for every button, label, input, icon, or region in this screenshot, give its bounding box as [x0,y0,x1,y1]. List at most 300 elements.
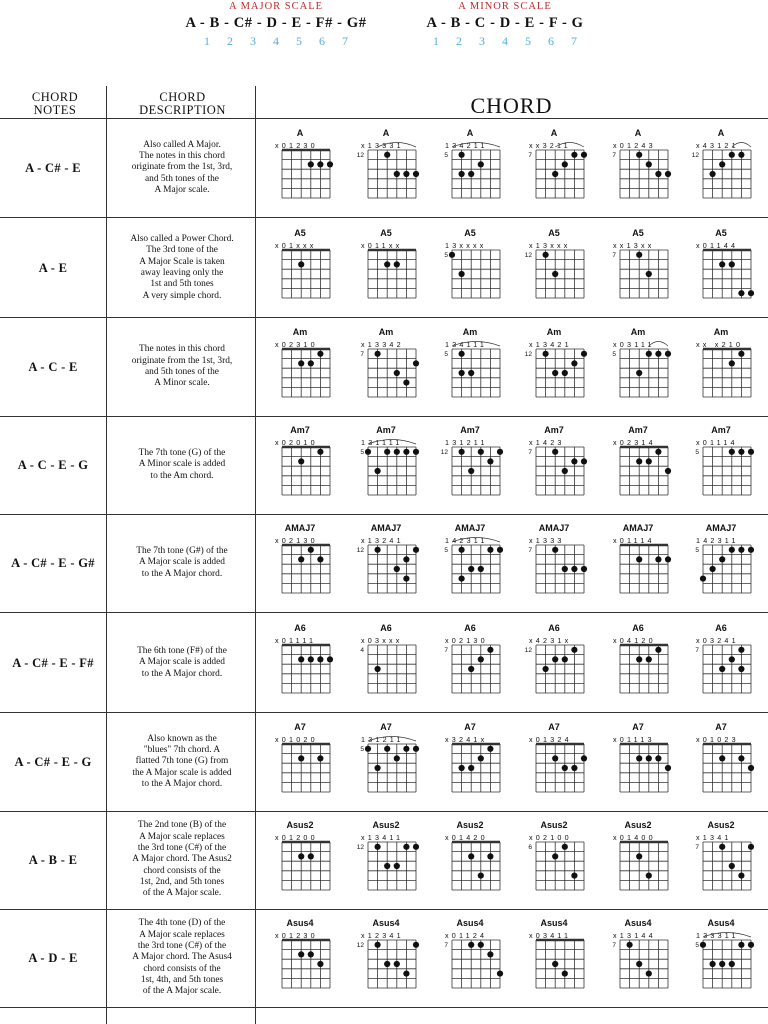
finger-dot [665,351,671,357]
finger-dot [298,458,304,464]
chord-fingering: x01020 [275,735,318,744]
fretboard [432,811,508,899]
finger-dot [317,656,323,662]
finger-dot [665,171,671,177]
fretboard [683,811,759,899]
fretboard [600,318,676,406]
degree: 4 [273,34,279,48]
chord-notes: A - C# - E - G [14,754,92,769]
barre-arc [649,342,668,347]
chord-diagram [432,119,502,207]
chord-description [114,416,250,514]
a-major-scale-notes: A - B - C# - D - E - F# - G# [185,15,367,31]
finger-dot [719,666,725,672]
start-fret-number: 7 [360,351,364,358]
finger-dot [562,844,568,850]
chord-notes: A - D - E [28,950,78,965]
finger-dot [748,765,754,771]
finger-dot [636,656,642,662]
fretboard [432,416,508,504]
finger-dot [308,547,314,553]
fretboard [348,614,424,702]
chord-diagram [600,713,670,801]
chord-fingering: x01230 [275,931,318,940]
finger-dot [738,647,744,653]
chord-name: A7 [548,722,560,732]
chord-diagram [348,909,418,997]
chord-name: A7 [294,722,306,732]
finger-dot [738,666,744,672]
finger-dot [738,755,744,761]
degree: 7 [571,34,577,48]
chord-name: A6 [380,623,392,633]
chord-diagram [600,219,670,307]
chord-diagram [516,219,586,307]
finger-dot [748,844,754,850]
finger-dot [468,370,474,376]
finger-dot [375,468,381,474]
finger-dot [710,171,716,177]
fretboard [432,119,508,207]
chord-fingering: x03241 [696,636,739,645]
chord-description [114,219,250,317]
finger-dot [543,252,549,258]
finger-dot [719,161,725,167]
finger-dot [317,449,323,455]
start-fret-number: 7 [528,547,532,554]
finger-dot [478,449,484,455]
finger-dot [562,656,568,662]
chord-name: Am [378,327,394,337]
fretboard [262,219,338,307]
chord-name: Asus2 [624,820,652,830]
chord-name: A5 [548,228,560,238]
chord-fingering: x01200 [275,833,318,842]
chord-fingering: x02130 [275,536,318,545]
chord-name: Asus4 [540,918,568,928]
a-major-scale-title: A MAJOR SCALE [228,1,324,12]
chord-fingering: x1341 [696,833,732,842]
chord-fingering: x01124 [445,931,488,940]
chord-diagram [348,811,418,899]
fretboard [348,811,424,899]
start-fret-number: 7 [612,252,616,259]
row-divider [0,217,768,218]
degree: 7 [342,34,348,48]
fretboard [348,713,424,801]
fretboard [262,713,338,801]
start-fret-number: 12 [524,252,532,259]
finger-dot [384,449,390,455]
finger-dot [394,449,400,455]
start-fret-number: 7 [695,844,699,851]
fretboard [432,514,508,602]
start-fret-number: 5 [444,252,448,259]
finger-dot [497,547,503,553]
finger-dot [571,152,577,158]
finger-dot [552,449,558,455]
degree: 3 [250,34,256,48]
chord-name: A5 [632,228,644,238]
chord-diagram [262,318,332,406]
chord-name: Am [630,327,646,337]
finger-dot [562,468,568,474]
degree: 6 [319,34,325,48]
chord-fingering: x03xxx [361,636,403,645]
finger-dot [459,547,465,553]
finger-dot [478,161,484,167]
finger-dot [413,449,419,455]
finger-dot [468,853,474,859]
chord-diagram [516,416,586,504]
fretboard [432,614,508,702]
chord-fingering: x01400 [613,833,656,842]
chord-fingering: 134111 [445,340,488,349]
chord-name: Asus2 [372,820,400,830]
fretboard [683,614,759,702]
finger-dot [459,449,465,455]
fretboard [348,119,424,207]
finger-dot [700,576,706,582]
fretboard [600,614,676,702]
finger-dot [562,971,568,977]
header-chord-description: CHORD DESCRIPTION [139,90,226,117]
finger-dot [413,360,419,366]
finger-dot [552,853,558,859]
start-fret-number: 5 [695,942,699,949]
finger-dot [468,666,474,672]
finger-dot [552,370,558,376]
chord-description [114,909,250,1007]
finger-dot [636,370,642,376]
finger-dot [581,755,587,761]
fretboard [600,713,676,801]
chord-diagram [516,713,586,801]
chord-fingering: x13421 [529,340,572,349]
finger-dot [375,666,381,672]
fretboard [432,713,508,801]
start-fret-number: 5 [695,449,699,456]
degree: 1 [433,34,439,48]
chord-fingering: x01114 [613,536,655,545]
chord-name: Am [292,327,308,337]
degree: 1 [204,34,210,48]
finger-dot [562,765,568,771]
chord-fingering: x04120 [613,636,656,645]
finger-dot [729,360,735,366]
fretboard [516,614,592,702]
chord-row [0,909,768,1007]
a-minor-scale-degrees [410,34,600,48]
finger-dot [298,360,304,366]
finger-dot [729,656,735,662]
finger-dot [413,171,419,177]
chord-row [0,119,768,217]
finger-dot [459,152,465,158]
finger-dot [468,171,474,177]
finger-dot [487,951,493,957]
finger-dot [459,271,465,277]
a-major-scale [176,0,376,48]
finger-dot [571,360,577,366]
finger-dot [394,863,400,869]
finger-dot [719,844,725,850]
chord-diagram [432,318,502,406]
start-fret-number: 12 [356,844,364,851]
fretboard [262,318,338,406]
chord-diagram [683,811,753,899]
finger-dot [308,161,314,167]
chord-diagram [348,318,418,406]
finger-dot [394,961,400,967]
finger-dot [413,746,419,752]
finger-dot [646,161,652,167]
finger-dot [298,261,304,267]
chord-diagram [516,614,586,702]
chord-description [114,811,250,909]
finger-dot [552,171,558,177]
finger-dot [468,468,474,474]
finger-dot [748,290,754,296]
start-fret-number: 7 [695,647,699,654]
finger-dot [459,370,465,376]
chord-name: Asus4 [286,918,314,928]
start-fret-number: 5 [360,746,364,753]
fretboard [262,416,338,504]
chord-fingering: x02130 [445,636,488,645]
fretboard [683,909,759,997]
degree: 5 [525,34,531,48]
finger-dot [636,556,642,562]
finger-dot [738,152,744,158]
fretboard [516,119,592,207]
finger-dot [327,656,333,662]
chord-fingering: x011xx [361,241,403,250]
chord-fingering: x01230 [275,141,318,150]
finger-dot [646,271,652,277]
finger-dot [552,755,558,761]
chord-name: Am7 [290,425,310,435]
finger-dot [459,171,465,177]
finger-dot [738,351,744,357]
chord-notes: A - E [38,260,68,275]
chord-name: A [296,128,304,138]
chord-name: Asus4 [456,918,484,928]
start-fret-number: 5 [360,449,364,456]
chord-name: Am7 [460,425,480,435]
chord-fingering: x01111 [275,636,317,645]
finger-dot [317,351,323,357]
chord-diagram [432,614,502,702]
finger-dot [665,765,671,771]
finger-dot [394,755,400,761]
finger-dot [298,556,304,562]
chord-diagram [600,514,670,602]
barre-arc [732,143,751,148]
finger-dot [308,360,314,366]
fretboard [432,909,508,997]
chord-name: AMAJ7 [284,523,316,533]
a-minor-scale-notes: A - B - C - D - E - F - G [426,15,584,31]
fretboard [516,811,592,899]
chord-name: A6 [464,623,476,633]
finger-dot [665,556,671,562]
finger-dot [636,853,642,859]
finger-dot [719,261,725,267]
chord-name: A5 [380,228,392,238]
finger-dot [729,449,735,455]
chord-diagram [262,416,332,504]
finger-dot [478,942,484,948]
chord-fingering: 142311 [696,536,739,545]
finger-dot [738,290,744,296]
start-fret-number: 5 [444,351,448,358]
finger-dot [655,755,661,761]
chord-name: Am [713,327,729,337]
degree: 2 [227,34,233,48]
finger-dot [308,951,314,957]
fretboard [600,514,676,602]
finger-dot [394,171,400,177]
finger-dot [646,351,652,357]
degree: 3 [479,34,485,48]
finger-dot [552,271,558,277]
chord-diagram [348,219,418,307]
finger-dot [655,171,661,177]
finger-dot [646,873,652,879]
chord-notes: A - B - E [28,852,78,867]
chord-diagram [600,909,670,997]
barre-arc [452,143,500,148]
start-fret-number: 7 [528,449,532,456]
start-fret-number: 12 [524,351,532,358]
chord-diagram [262,119,332,207]
chord-fingering: x13342 [361,340,404,349]
chord-name: A [717,128,725,138]
fretboard [262,811,338,899]
finger-dot [375,351,381,357]
finger-dot [459,576,465,582]
chord-diagram [348,614,418,702]
chord-diagram [683,614,753,702]
a-major-scale-degrees [176,34,376,48]
finger-dot [403,449,409,455]
chord-fingering: x01xxx [275,241,317,250]
fretboard [600,219,676,307]
finger-dot [636,152,642,158]
chord-description [114,713,250,811]
chord-diagram [262,614,332,702]
fretboard [600,416,676,504]
chord-diagram [516,811,586,899]
chord-name: A6 [715,623,727,633]
chord-diagram [683,713,753,801]
finger-dot [571,458,577,464]
start-fret-number: 12 [440,449,448,456]
chord-diagram [432,811,502,899]
start-fret-number: 12 [356,152,364,159]
header-chord: CHORD [470,93,553,118]
chord-diagram [432,219,502,307]
finger-dot [365,746,371,752]
finger-dot [729,961,735,967]
chord-diagram [600,318,670,406]
finger-dot [413,942,419,948]
chord-diagram [432,514,502,602]
chord-fingering: 133311 [696,931,739,940]
chord-diagram [516,318,586,406]
barre-arc [368,737,416,742]
finger-dot [384,746,390,752]
finger-dot [581,351,587,357]
chord-row [0,614,768,712]
chord-fingering: x13331 [361,141,404,150]
finger-dot [384,863,390,869]
chord-diagram [262,811,332,899]
chord-fingering: x3241x [445,735,488,744]
barre-arc [378,143,416,148]
chord-diagram [683,514,753,602]
finger-dot [748,547,754,553]
finger-dot [298,656,304,662]
finger-dot [562,566,568,572]
fretboard [600,811,676,899]
fretboard [348,318,424,406]
finger-dot [487,746,493,752]
chord-name: Am7 [711,425,731,435]
chord-fingering: x01144 [696,241,739,250]
finger-dot [459,351,465,357]
finger-dot [413,844,419,850]
chord-diagram [683,318,753,406]
finger-dot [375,765,381,771]
finger-dot [487,853,493,859]
start-fret-number: 5 [695,547,699,554]
start-fret-number: 6 [528,844,532,851]
chord-diagram [683,416,753,504]
row-divider [0,612,768,613]
start-fret-number: 12 [691,152,699,159]
fretboard [516,514,592,602]
chord-fingering: x01023 [696,735,739,744]
chord-fingering: 131211 [445,438,488,447]
chord-fingering: x13411 [361,833,404,842]
finger-dot [478,656,484,662]
chord-notes: A - C# - E - G# [11,555,95,570]
finger-dot [394,566,400,572]
finger-dot [468,765,474,771]
finger-dot [317,556,323,562]
chord-name: A [382,128,390,138]
fretboard [516,416,592,504]
fretboard [516,318,592,406]
barre-arc [452,342,500,347]
start-fret-number: 7 [444,942,448,949]
fretboard [683,318,759,406]
chord-name: A5 [715,228,727,238]
fretboard [683,514,759,602]
finger-dot [748,449,754,455]
fretboard [600,909,676,997]
chord-fingering: x01113 [613,735,655,744]
chord-notes: A - C - E [28,359,78,374]
chord-name: Am7 [628,425,648,435]
finger-dot [375,844,381,850]
finger-dot [738,873,744,879]
chord-row [0,318,768,416]
chord-description-text: The 7th tone (G) of the A Minor scale is added to the Am chord. [138,448,226,481]
fretboard [262,119,338,207]
